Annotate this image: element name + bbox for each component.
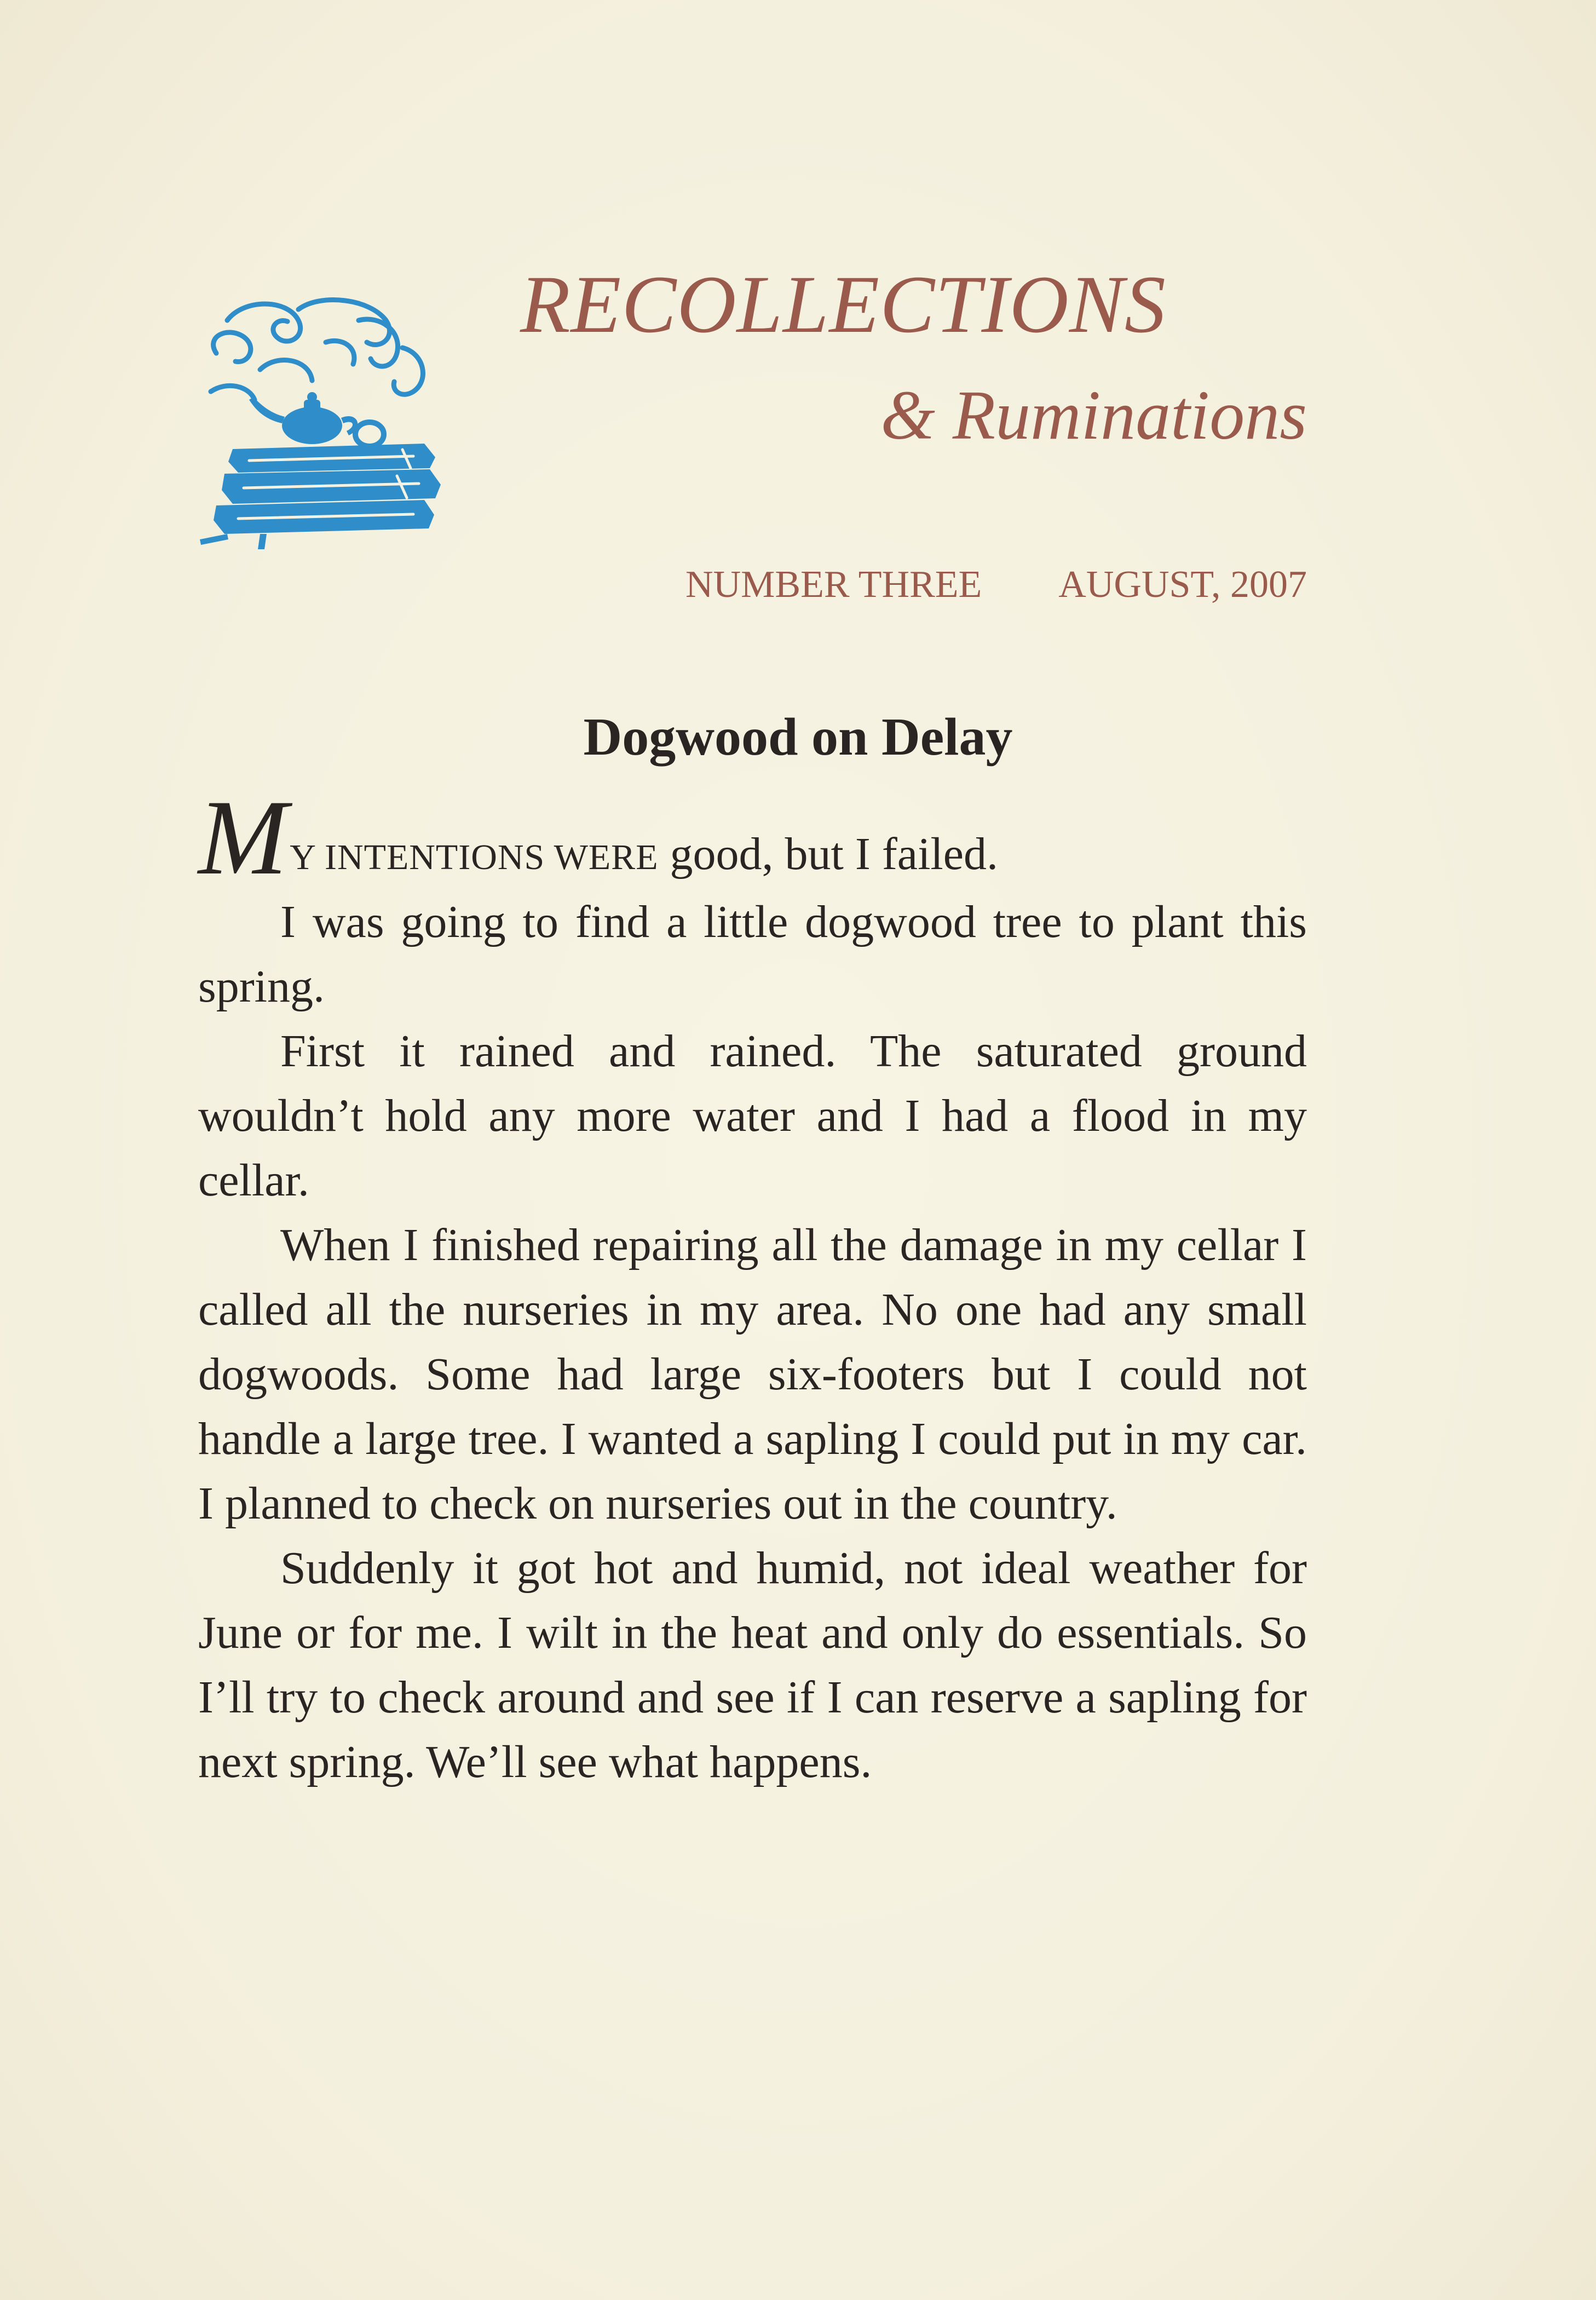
books-teapot-logo-icon: [194, 288, 468, 550]
masthead-title: RECOLLECTIONS: [520, 259, 1166, 350]
issue-number: NUMBER THREE: [685, 564, 982, 606]
drop-cap: M: [198, 778, 288, 897]
paragraph: When I finished repairing all the damage in my cellar I called all the nurseries in my area. No one had any small dogwoods. Some had large six-footers but I could not handle a large tree. I wanted a sapling I could put in my car. I planned to check on nurseries out in the country.: [198, 1220, 1307, 1529]
issue-date: AUGUST, 2007: [1058, 564, 1307, 606]
article-body: [198, 778, 1307, 1795]
paragraph: I was going to find a little dogwood tree to plant this spring.: [198, 896, 1307, 1012]
small-caps-lead: Y INTENTIONS WERE: [290, 837, 659, 877]
article-heading: Dogwood on Delay: [583, 708, 1013, 767]
paragraph: Suddenly it got hot and humid, not ideal weather for June or for me. I wilt in the heat and only do essentials. So I’ll try to check around and see if I can reserve a sapling for next spring. We’ll see what happens.: [198, 1543, 1307, 1787]
opening-rest: good, but I failed.: [658, 829, 999, 879]
masthead-subtitle: & Ruminations: [880, 376, 1307, 454]
paragraph-opening: [198, 778, 1307, 897]
issue-line: [685, 563, 1307, 607]
paragraph: First it rained and rained. The saturated ground wouldn’t hold any more water and I had a flood in my cellar.: [198, 1026, 1307, 1206]
